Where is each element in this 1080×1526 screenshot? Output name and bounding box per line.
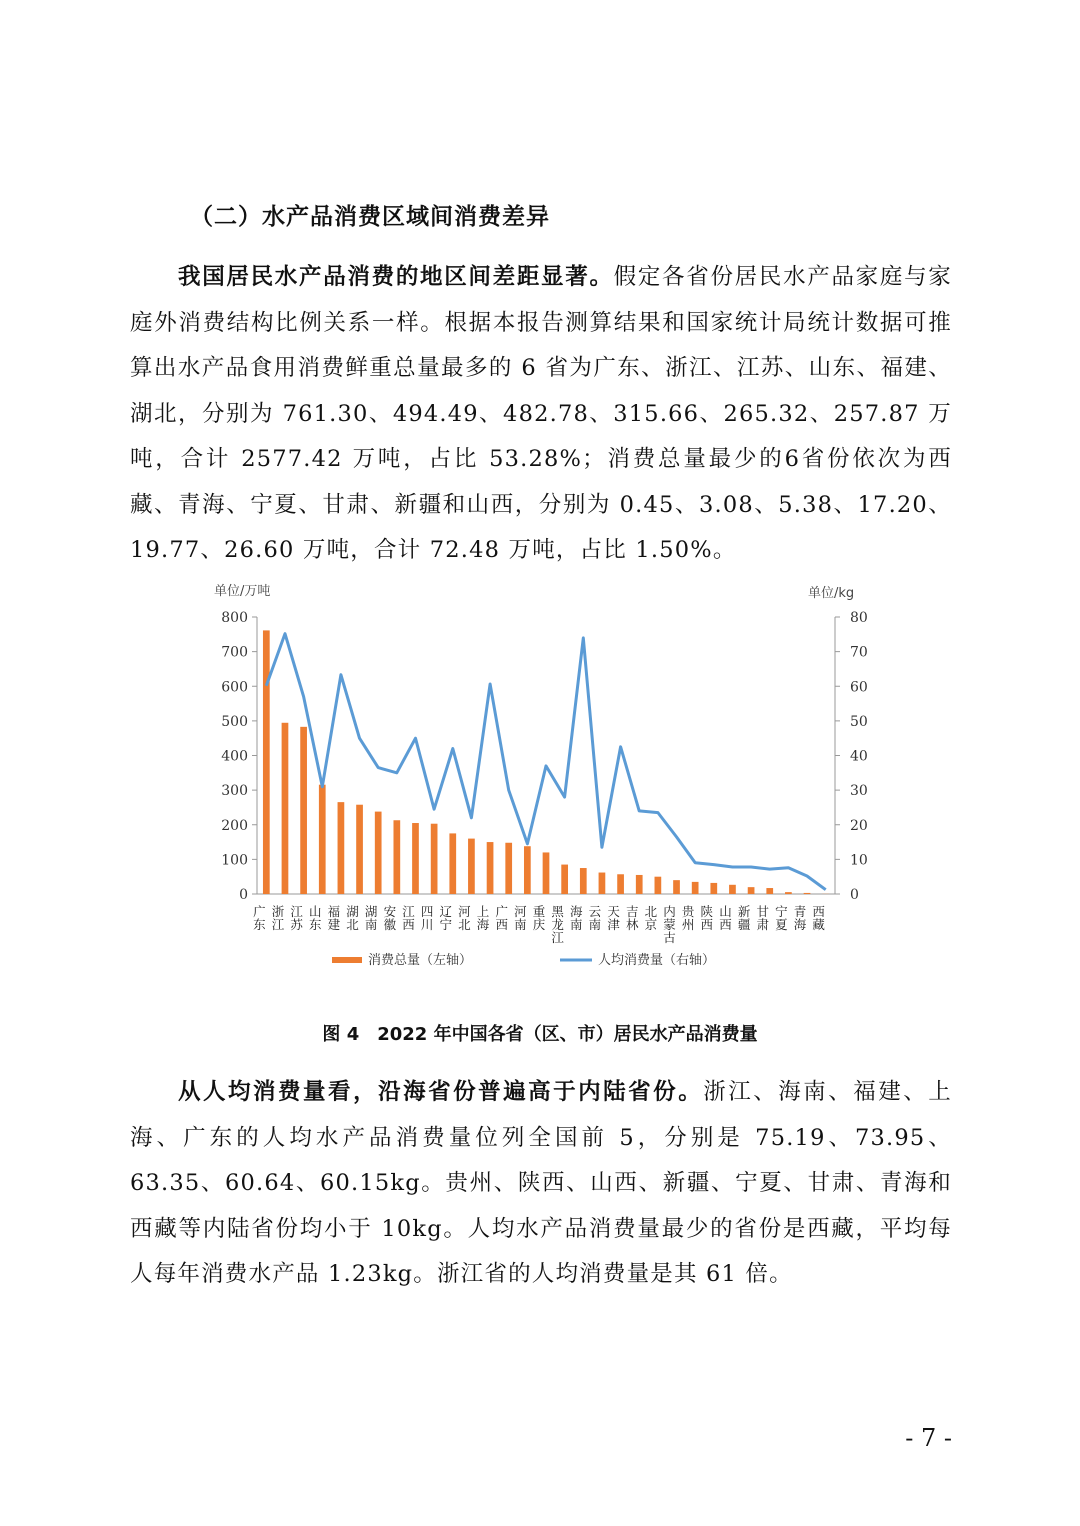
category-label: 南: [570, 917, 583, 932]
category-label: 西: [402, 917, 415, 932]
left-unit-label: 单位/万吨: [214, 584, 271, 599]
category-label: 天: [607, 904, 620, 919]
category-label: 南: [588, 917, 602, 932]
category-label: 吉: [625, 904, 639, 919]
bar-吉林: [636, 875, 643, 894]
category-label: 西: [700, 917, 714, 932]
category-label: 古: [663, 930, 676, 945]
category-label: 浙: [271, 904, 285, 919]
category-label: 河: [458, 904, 471, 919]
category-label: 西: [719, 917, 732, 932]
category-label: 山: [309, 904, 322, 919]
bar-海南: [580, 868, 587, 894]
category-label: 州: [681, 917, 695, 932]
chart-svg: [200, 575, 868, 985]
category-label: 南: [514, 917, 527, 932]
bar-贵州: [692, 882, 699, 894]
right-tick-label: 0: [850, 887, 859, 903]
bar-天津: [617, 874, 624, 894]
legend-bar-swatch: [332, 957, 362, 963]
right-tick-label: 40: [850, 748, 868, 765]
category-label: 湖: [364, 904, 378, 919]
category-label: 西: [812, 904, 825, 919]
bar-福建: [338, 802, 345, 894]
paragraph-lead-2: 从人均消费量看，沿海省份普遍高于内陆省份。: [178, 1079, 704, 1105]
bar-江苏: [300, 727, 307, 894]
left-tick-label: 200: [221, 817, 248, 834]
left-tick-label: 600: [221, 679, 248, 696]
category-label: 新: [737, 904, 751, 919]
category-label: 江: [551, 930, 564, 945]
paragraph-body-2: 浙江、海南、福建、上海、广东的人均水产品消费量位列全国前 5，分别是 75.19、73.95、63.35、60.64、60.15kg。贵州、陕西、山西、新疆、宁夏、甘肃、青海和西藏等内陆省份均小于 10kg。人均水产品消费量最少的省份是西藏，平均每人每年消费水产品 1.23kg。浙江省的人均消费量是其 61 倍。: [130, 1079, 952, 1287]
paragraph-regional-differences: [130, 255, 952, 574]
category-label: 上: [476, 904, 490, 919]
bar-宁夏: [785, 892, 792, 894]
bar-湖北: [356, 805, 363, 894]
category-label: 北: [346, 917, 359, 932]
category-label: 西: [495, 917, 508, 932]
bar-山东: [319, 785, 326, 894]
category-label: 藏: [812, 917, 825, 932]
category-label: 东: [309, 917, 322, 932]
category-label: 广: [253, 904, 266, 919]
category-label: 内: [663, 904, 676, 919]
bar-河南: [524, 846, 531, 894]
category-label: 河: [514, 904, 527, 919]
category-label: 江: [402, 904, 415, 919]
left-tick-label: 800: [221, 610, 248, 626]
bar-四川: [431, 824, 438, 894]
left-tick-label: 500: [221, 713, 248, 730]
category-label: 福: [327, 904, 341, 919]
category-label: 黑: [551, 904, 564, 919]
category-label: 四: [420, 904, 434, 919]
category-label: 京: [644, 917, 658, 932]
category-label: 北: [458, 917, 471, 932]
right-tick-label: 10: [850, 852, 868, 869]
category-label: 东: [253, 917, 266, 932]
category-label: 辽: [439, 904, 453, 919]
category-label: 贵: [681, 904, 695, 919]
bar-青海: [804, 893, 811, 894]
bar-重庆: [543, 852, 550, 894]
paragraph-body: 假定各省份居民水产品家庭与家庭外消费结构比例关系一样。根据本报告测算结果和国家统计局统计数据可推算出水产品食用消费鲜重总量最多的 6 省为广东、浙江、江苏、山东、福建、湖北，分别为 761.30、494.49、482.78、315.66、265.32、257.87 万吨，合计 2577.42 万吨，占比 53.28%；消费总量最少的6省份依次为西藏、青海、宁夏、甘肃、新疆和山西，分别为 0.45、3.08、5.38、17.20、19.77、26.60 万吨，合计 72.48 万吨，占比 1.50%。: [130, 264, 952, 563]
category-label: 蒙: [663, 917, 676, 932]
bar-陕西: [710, 883, 717, 894]
left-tick-label: 100: [221, 852, 248, 869]
category-label: 疆: [737, 917, 751, 932]
category-label: 陕: [700, 904, 714, 919]
paragraph-lead: 我国居民水产品消费的地区间差距显著。: [178, 264, 614, 290]
paragraph-per-capita: [130, 1070, 952, 1298]
bar-江西: [412, 823, 419, 894]
category-label: 安: [383, 904, 397, 919]
right-tick-label: 20: [850, 817, 868, 834]
category-label: 重: [532, 904, 546, 919]
category-label: 庆: [532, 917, 546, 932]
category-label: 川: [420, 917, 434, 932]
category-label: 苏: [290, 917, 303, 932]
category-label: 北: [644, 904, 658, 919]
figure-caption: 图 4 2022 年中国各省（区、市）居民水产品消费量: [322, 1024, 758, 1045]
category-label: 南: [364, 917, 378, 932]
category-label: 夏: [775, 917, 788, 932]
category-label: 龙: [551, 917, 564, 932]
per-capita-line: [266, 634, 825, 890]
category-label: 海: [570, 904, 583, 919]
category-label: 林: [625, 917, 639, 932]
category-label: 建: [327, 917, 341, 932]
category-label: 青: [793, 904, 807, 919]
section-heading: （二）水产品消费区域间消费差异: [190, 203, 550, 230]
right-tick-label: 30: [850, 783, 868, 800]
consumption-chart: [200, 575, 868, 985]
bar-山西: [729, 885, 736, 894]
bar-内蒙古: [673, 880, 680, 894]
category-label: 津: [607, 917, 620, 932]
category-label: 海: [476, 917, 490, 932]
category-label: 云: [588, 904, 602, 919]
legend-line-label: 人均消费量（右轴）: [598, 953, 716, 968]
bar-甘肃: [766, 888, 773, 894]
category-label: 海: [793, 917, 807, 932]
right-unit-label: 单位/kg: [808, 586, 855, 601]
left-tick-label: 700: [221, 644, 248, 661]
bar-北京: [655, 877, 662, 894]
right-tick-label: 50: [850, 713, 868, 730]
category-label: 宁: [439, 917, 453, 932]
right-tick-label: 80: [850, 610, 868, 626]
category-label: 山: [719, 904, 732, 919]
bar-辽宁: [449, 833, 456, 894]
category-label: 甘: [756, 904, 769, 919]
page-number: - 7 -: [905, 1424, 952, 1452]
left-tick-label: 0: [239, 887, 248, 903]
category-label: 肃: [756, 917, 769, 932]
right-tick-label: 70: [850, 644, 868, 661]
bar-湖南: [375, 812, 382, 894]
right-tick-label: 60: [850, 679, 868, 696]
bar-广东: [263, 630, 270, 894]
left-tick-label: 300: [221, 783, 248, 800]
category-label: 广: [495, 904, 508, 919]
category-label: 江: [271, 917, 285, 932]
bar-黑龙江: [561, 865, 568, 894]
category-label: 宁: [775, 904, 788, 919]
legend-bar-label: 消费总量（左轴）: [368, 953, 473, 968]
left-tick-label: 400: [221, 748, 248, 765]
category-label: 湖: [346, 904, 359, 919]
bar-新疆: [748, 887, 755, 894]
bar-安徽: [393, 820, 400, 894]
category-label: 徽: [383, 917, 397, 932]
bar-云南: [599, 873, 606, 894]
bar-上海: [487, 842, 494, 894]
category-label: 江: [290, 904, 303, 919]
bar-河北: [468, 839, 475, 894]
bar-广西: [505, 843, 512, 894]
bar-浙江: [282, 723, 289, 894]
